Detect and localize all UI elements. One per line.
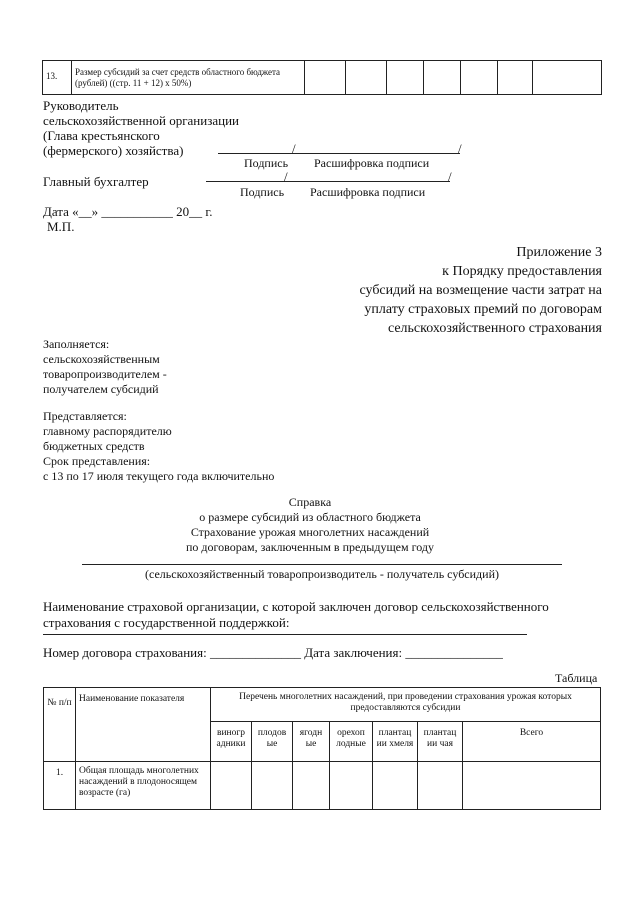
- filled-by-line: товаропроизводителем -: [43, 367, 167, 381]
- table-label: Таблица: [555, 671, 598, 685]
- recipient-caption: (сельскохозяйственный товаропроизводитель - получатель субсидий): [145, 567, 499, 581]
- header-name: Наименование показателя: [76, 688, 211, 762]
- appendix-block: [272, 243, 602, 338]
- filled-by-line: Заполняется:: [43, 337, 110, 351]
- head-line: (фермерского) хозяйства): [43, 143, 184, 158]
- podpis-label: Подпись: [240, 185, 285, 199]
- filled-by-line: получателем субсидий: [43, 382, 159, 396]
- filled-by-block: [43, 337, 293, 397]
- table-cell[interactable]: [418, 762, 463, 810]
- slash: /: [292, 141, 296, 156]
- title-line: Страхование урожая многолетних насаждений: [190, 525, 430, 539]
- head-line: Руководитель: [43, 98, 119, 113]
- submitted-line: бюджетных средств: [43, 439, 145, 453]
- recipient-field[interactable]: [82, 564, 562, 565]
- appendix-line: уплату страховых премий по договорам: [364, 302, 602, 317]
- slash: /: [458, 141, 462, 156]
- insurer-line2: страхования с государственной поддержкой:: [43, 615, 290, 630]
- table-cell[interactable]: [252, 762, 293, 810]
- header-num: № п/п: [44, 688, 76, 762]
- col-header: плантац ии хмеля: [373, 722, 418, 762]
- top-table: [42, 60, 602, 95]
- col-header: ягодн ые: [293, 722, 330, 762]
- head-line: сельскохозяйственной организации: [43, 113, 239, 128]
- col-header: плодов ые: [252, 722, 293, 762]
- main-table: [43, 687, 601, 810]
- table-cell[interactable]: [211, 762, 252, 810]
- appendix-line: Приложение 3: [516, 245, 602, 260]
- title-line: о размере субсидий из областного бюджета: [199, 510, 421, 524]
- insurer-field[interactable]: [43, 634, 527, 635]
- row-num: 1.: [44, 762, 76, 810]
- date-field[interactable]: Дата «__» ___________ 20__ г.: [43, 204, 213, 219]
- appendix-line: к Порядку предоставления: [442, 264, 602, 279]
- col-header: виногр адники: [211, 722, 252, 762]
- submitted-line: Представляется:: [43, 409, 127, 423]
- row-number: 13.: [43, 61, 72, 95]
- rasshifrovka-label: Расшифровка подписи: [314, 156, 430, 170]
- stamp-place: М.П.: [47, 219, 75, 234]
- table-cell[interactable]: [293, 762, 330, 810]
- slash: /: [284, 169, 288, 184]
- submitted-line: с 13 по 17 июля текущего года включительно: [43, 469, 275, 483]
- col-header: плантац ии чая: [418, 722, 463, 762]
- filled-by-line: сельскохозяйственным: [43, 352, 160, 366]
- submitted-block: [43, 409, 363, 484]
- signature-line[interactable]: [206, 181, 450, 182]
- col-header: Всего: [463, 722, 601, 762]
- podpis-label: Подпись: [244, 156, 289, 170]
- rasshifrovka-label: Расшифровка подписи: [310, 185, 426, 199]
- insurer-line1: Наименование страховой организации, с которой заключен договор сельскохозяйственного: [43, 599, 549, 614]
- slash: /: [448, 169, 452, 184]
- row-label: Размер субсидий за счет средств областного бюджета (рублей) ((стр. 11 + 12) х 50%): [72, 61, 305, 95]
- table-cell[interactable]: [373, 762, 418, 810]
- submitted-line: главному распорядителю: [43, 424, 172, 438]
- row-name: Общая площадь многолетних насаждений в плодоносящем возрасте (га): [76, 762, 211, 810]
- table-cell[interactable]: [330, 762, 373, 810]
- head-block: [43, 98, 303, 158]
- submitted-line: Срок представления:: [43, 454, 151, 468]
- appendix-line: сельскохозяйственного страхования: [387, 321, 602, 336]
- appendix-line: субсидий на возмещение части затрат на: [359, 283, 602, 298]
- header-group: Перечень многолетних насаждений, при проведении страхования урожая которых предоставляются субсидии: [211, 688, 601, 722]
- contract-line[interactable]: Номер договора страхования: ______________ Дата заключения: _______________: [43, 645, 503, 660]
- table-cell[interactable]: [463, 762, 601, 810]
- title-line: Справка: [288, 495, 332, 509]
- title-line: по договорам, заключенным в предыдущем году: [186, 540, 434, 554]
- accountant-label: Главный бухгалтер: [43, 174, 149, 189]
- signature-line[interactable]: [218, 153, 460, 154]
- document-title: [140, 495, 480, 555]
- head-line: (Глава крестьянского: [43, 128, 160, 143]
- col-header: орехоп лодные: [330, 722, 373, 762]
